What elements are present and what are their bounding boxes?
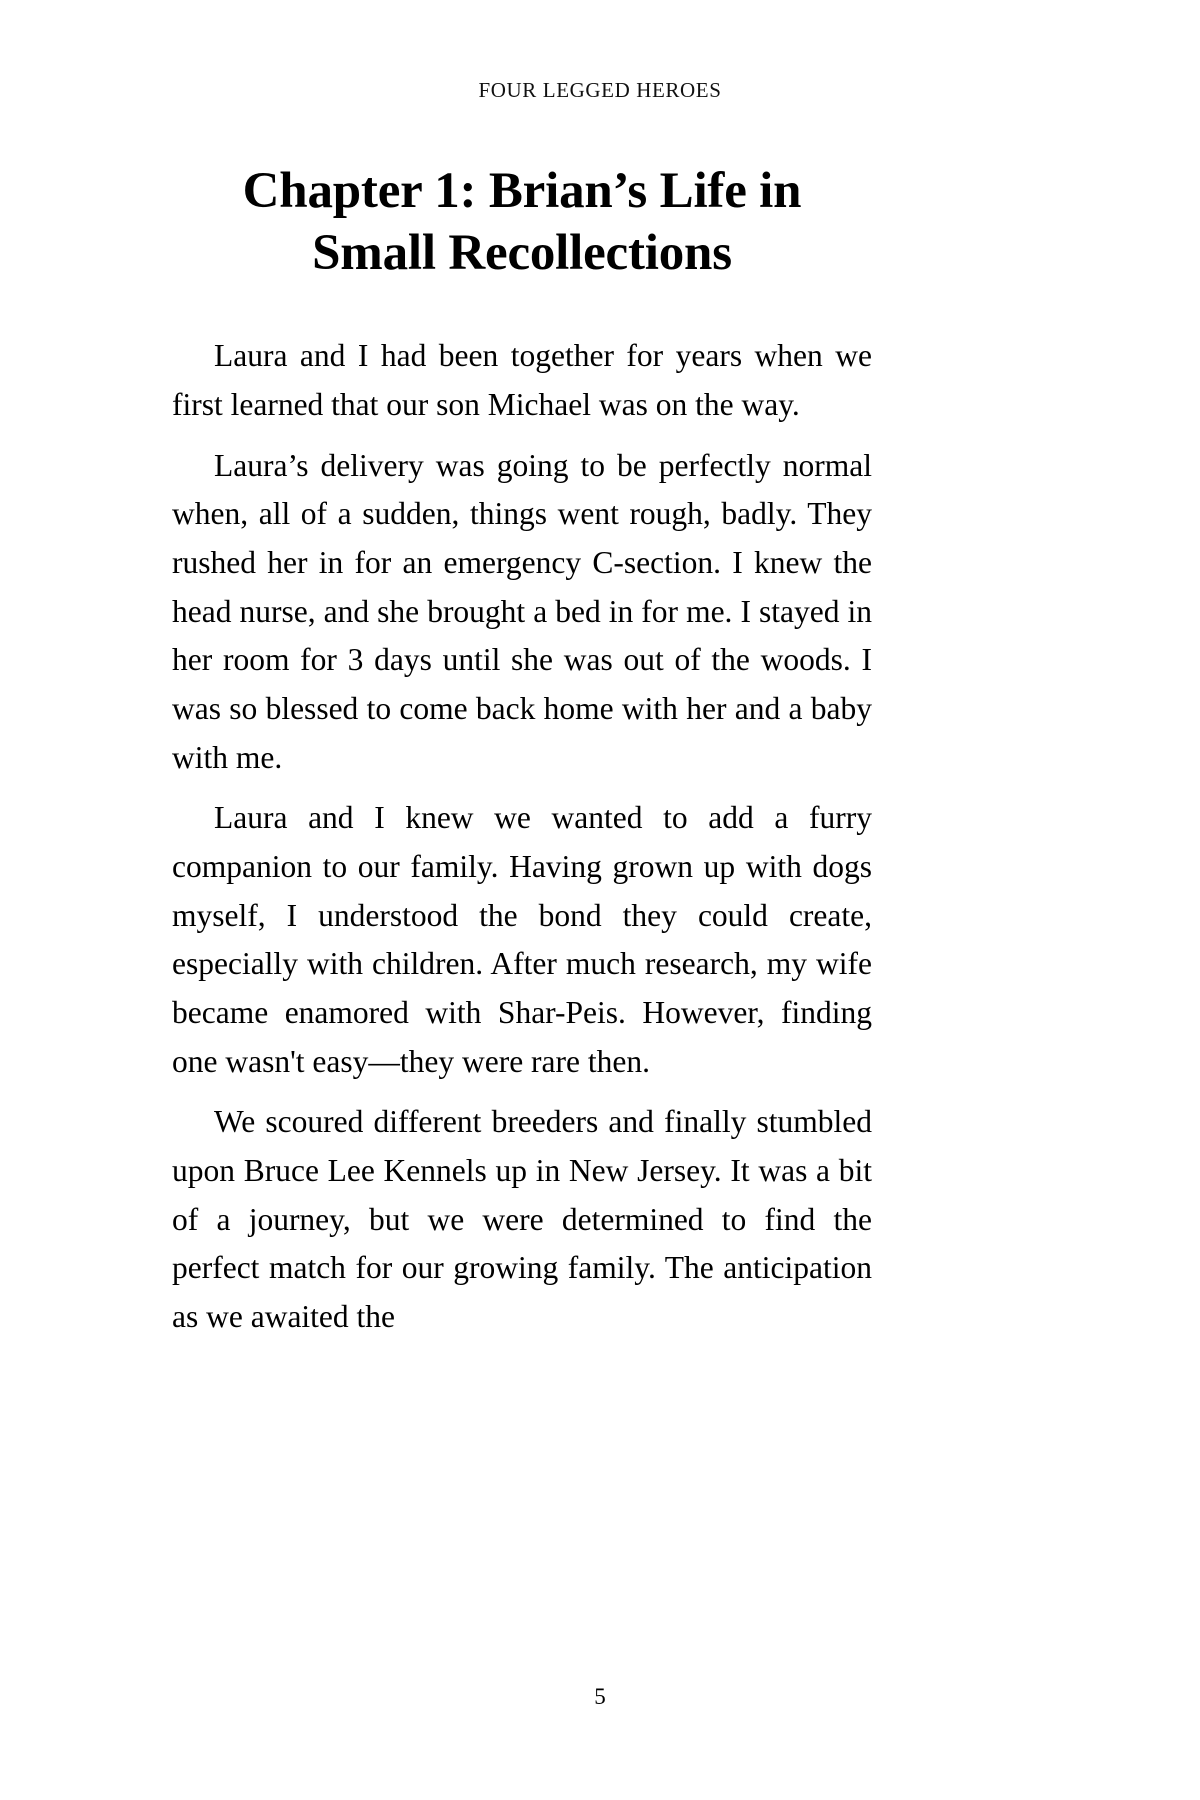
paragraph: Laura and I had been together for years when we first learned that our son Michael was on the way. — [172, 338, 872, 423]
body-text — [172, 332, 872, 1341]
paragraph: Laura’s delivery was going to be perfectly normal when, all of a sudden, things went rough, badly. They rushed her in for an emergency C-section. I knew the head nurse, and she brought a bed in for me. I stayed in her room for 3 days until she was out of the woods. I was so blessed to come back home with her and a baby with me. — [172, 447, 872, 775]
running-header: FOUR LEGGED HEROES — [478, 78, 722, 102]
chapter-title: Chapter 1: Brian’s Life in Small Recollections — [242, 163, 802, 282]
page-number: 5 — [594, 1684, 606, 1709]
page-content — [172, 160, 872, 1342]
paragraph: Laura and I knew we wanted to add a furry companion to our family. Having grown up with dogs myself, I understood the bond they could create, especially with children. After much research, my wife became enamored with Shar-Peis. However, finding one wasn't easy—they were rare then. — [172, 800, 872, 1079]
paragraph: We scoured different breeders and finally stumbled upon Bruce Lee Kennels up in New Jersey. It was a bit of a journey, but we were determined to find the perfect match for our growing family. The anticipation as we awaited the — [172, 1104, 872, 1334]
